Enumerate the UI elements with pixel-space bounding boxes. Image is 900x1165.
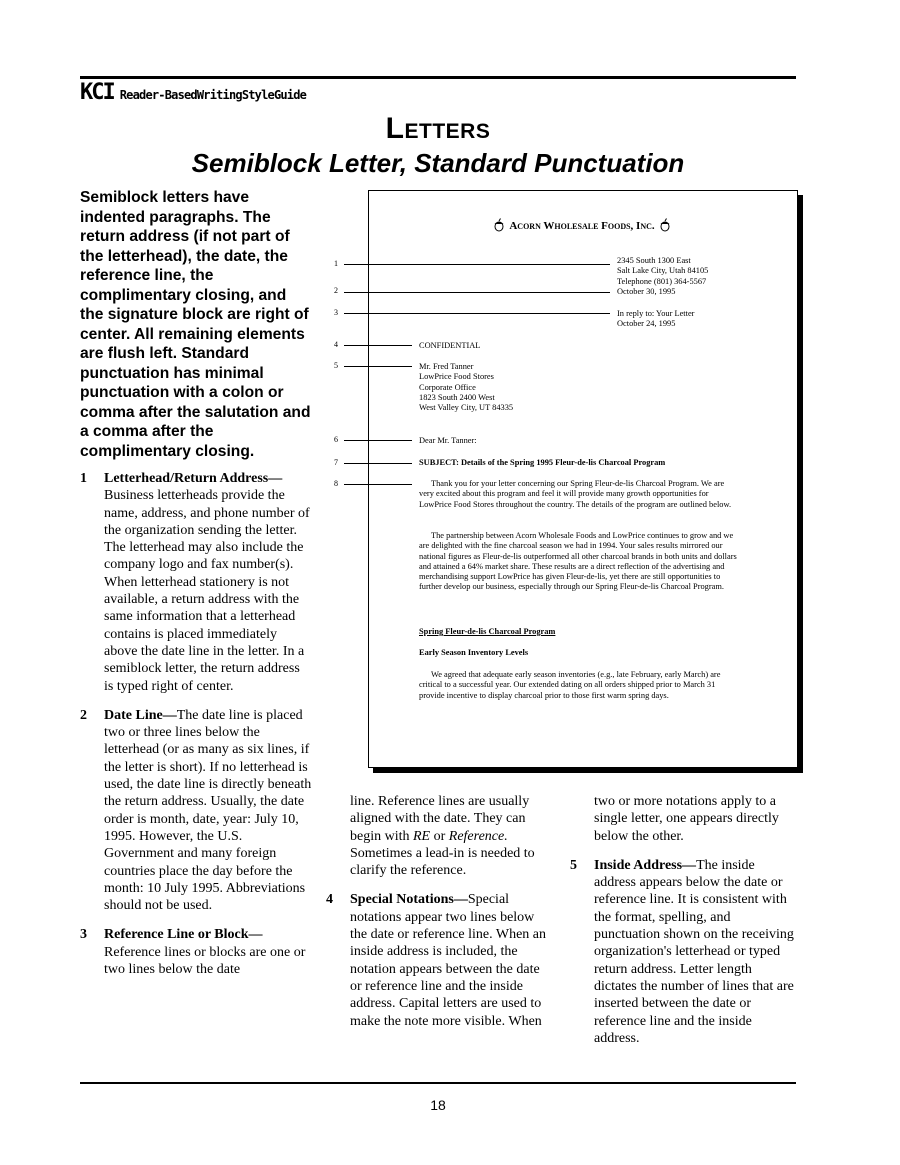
letter-notation: CONFIDENTIAL xyxy=(419,341,481,350)
inside-address-line: West Valley City, UT 84335 xyxy=(419,403,514,413)
item-number: 4 xyxy=(326,892,333,908)
item-number: 5 xyxy=(570,857,577,873)
acorn-icon xyxy=(492,218,506,232)
guide-title: Reader-BasedWritingStyleGuide xyxy=(119,88,307,102)
column-2 xyxy=(326,793,554,1042)
letter-paragraph-1: Thank you for your letter concerning our Spring Fleur-de-lis Charcoal Program. We are very excited about this program and feel it will provide many growth opportunities for LowPrice Food Stores throughout the country. The details of the program are outlined below. xyxy=(419,479,732,509)
marker-8: 8 xyxy=(334,479,338,488)
reference-line: In reply to: Your Letter xyxy=(617,309,695,318)
top-rule xyxy=(80,76,796,79)
marker-2: 2 xyxy=(334,286,338,295)
return-address-line: Salt Lake City, Utah 84105 xyxy=(617,266,709,276)
item-4-continuation: two or more notations apply to a single letter, one appears directly below the other. xyxy=(594,794,779,844)
item-3-continuation xyxy=(326,793,554,879)
inside-address-line: Corporate Office xyxy=(419,382,476,392)
list-item xyxy=(326,891,554,1029)
marker-7: 7 xyxy=(334,458,338,467)
marker-1: 1 xyxy=(334,259,338,268)
continuation-text: or xyxy=(430,828,449,844)
item-number: 1 xyxy=(80,471,87,486)
letter-return-address xyxy=(617,256,708,297)
item-body: The inside address appears below the date or reference line. It is consistent with the format, spelling, and punctuation shown on the receiving organization's letterhead or typed return address. Letter length dictates the number of lines that are inserted between the date or reference line and the inside address. xyxy=(594,857,794,1046)
intro-paragraph: Semiblock letters have indented paragraphs. The return address (if not part of the letterhead), the date, the reference line, the complimentary closing, and the signature block are right of center. All remaining elements are flush left. Standard punctuation has minimal punctuation with a colon or comma after the salutation and a comma after the complimentary closing. xyxy=(80,189,311,460)
leader-line-8 xyxy=(344,484,412,485)
item-body: Business letterheads provide the name, address, and phone number of the organization sending the letter. The letterhead may also include the company logo and fax number(s). When letterhead stationery is not available, a return address with the same information that a letterhead contains is placed immediately above the date line in the letter. In a semiblock letter, the return address is typed right of center. xyxy=(104,488,310,694)
item-body: The date line is placed two or three lines below the letterhead (or as many as six lines, if the letter is short). If no letterhead is used, the date line is directly beneath the return address. Usually, the date order is month, date, year: July 10, 1995. However, the U.S. Government and many foreign countries place the day before the month: 10 July 1995. Abbreviations should not be used. xyxy=(104,707,312,914)
item-heading: Inside Address— xyxy=(594,857,697,873)
return-address-line: 2345 South 1300 East xyxy=(617,256,691,265)
italic-re: RE xyxy=(413,828,431,844)
letter-heading-2: Early Season Inventory Levels xyxy=(419,648,529,657)
page-subtitle: Semiblock Letter, Standard Punctuation xyxy=(191,148,685,178)
marker-5: 5 xyxy=(334,361,338,370)
item-heading: Special Notations— xyxy=(350,892,468,908)
inside-address-line: LowPrice Food Stores xyxy=(419,372,494,382)
leader-line-4 xyxy=(344,345,412,346)
letter-salutation: Dear Mr. Tanner: xyxy=(419,436,477,445)
list-item xyxy=(80,926,312,978)
letter-reference xyxy=(617,309,694,330)
item-body: Special notations appear two lines below the date or reference line. When an inside address is included, the notation appears between the date or reference line and the inside address. Capital letters are used to make the note more visible. When xyxy=(350,892,547,1029)
letter-heading-1: Spring Fleur-de-lis Charcoal Program xyxy=(419,627,556,636)
item-number: 2 xyxy=(80,707,87,723)
column-1 xyxy=(80,470,312,990)
leader-line-6 xyxy=(344,440,412,441)
inside-address-line: Mr. Fred Tanner xyxy=(419,362,474,371)
leader-line-1 xyxy=(344,264,610,265)
page-number: 18 xyxy=(430,1097,446,1113)
item-heading: Letterhead/Return Address— xyxy=(104,471,283,486)
leader-line-2 xyxy=(344,292,610,293)
title-text: Letters xyxy=(385,112,491,145)
return-address-line: Telephone (801) 364-5567 xyxy=(617,276,707,286)
list-item xyxy=(570,857,798,1047)
item-number: 3 xyxy=(80,927,87,943)
letter-subject: SUBJECT: Details of the Spring 1995 Fleur-de-lis Charcoal Program xyxy=(419,458,666,467)
letter-company-name xyxy=(368,218,796,232)
item-heading: Reference Line or Block— xyxy=(104,927,263,943)
letter-paragraph-3: We agreed that adequate early season inventories (e.g., late February, early March) are critical to a successful year. Our extended dating on all orders shipped prior to March 31 provide incentive to display charcoal prior to those first warm spring days. xyxy=(419,670,721,700)
marker-6: 6 xyxy=(334,435,338,444)
item-heading: Date Line— xyxy=(104,707,177,723)
reference-line: October 24, 1995 xyxy=(617,319,676,329)
item-body: Reference lines or blocks are one or two lines below the date xyxy=(104,944,306,978)
acorn-icon xyxy=(658,218,672,232)
letter-inside-address xyxy=(419,362,513,413)
marker-4: 4 xyxy=(334,340,338,349)
bottom-rule xyxy=(80,1082,796,1084)
list-item xyxy=(80,707,312,915)
continuation-text: line. Reference lines are usually aligned with the date. They can begin with xyxy=(350,794,530,844)
leader-line-5 xyxy=(344,366,412,367)
leader-line-7 xyxy=(344,463,412,464)
letter-paragraph-2: The partnership between Acorn Wholesale Foods and LowPrice continues to grow and we are delighted with the fine charcoal season we had in 1994. Your sales results mirrored our national figures as Fleur-de-lis outperformed all other charcoal brands in both units and dollars and attained a 64% market share. These results are a direct reflection of the advertising and merchandising support LowPrice has given Fleur-de-lis, yet there are still opportunities to further develop our business, especially through our Spring Fleur-de-lis Charcoal Program. xyxy=(419,531,737,592)
kci-logo: KCI xyxy=(80,80,114,105)
leader-line-3 xyxy=(344,313,610,314)
list-item xyxy=(80,470,312,695)
italic-reference: Reference. xyxy=(448,828,508,844)
continuation-text: Sometimes a lead-in is needed to clarify the reference. xyxy=(350,845,535,879)
page-title xyxy=(80,112,796,146)
company-text: Acorn Wholesale Foods, Inc. xyxy=(509,220,655,232)
marker-3: 3 xyxy=(334,308,338,317)
running-header xyxy=(80,80,306,105)
letter-date: October 30, 1995 xyxy=(617,286,676,296)
column-3 xyxy=(570,793,798,1059)
inside-address-line: 1823 South 2400 West xyxy=(419,392,495,402)
